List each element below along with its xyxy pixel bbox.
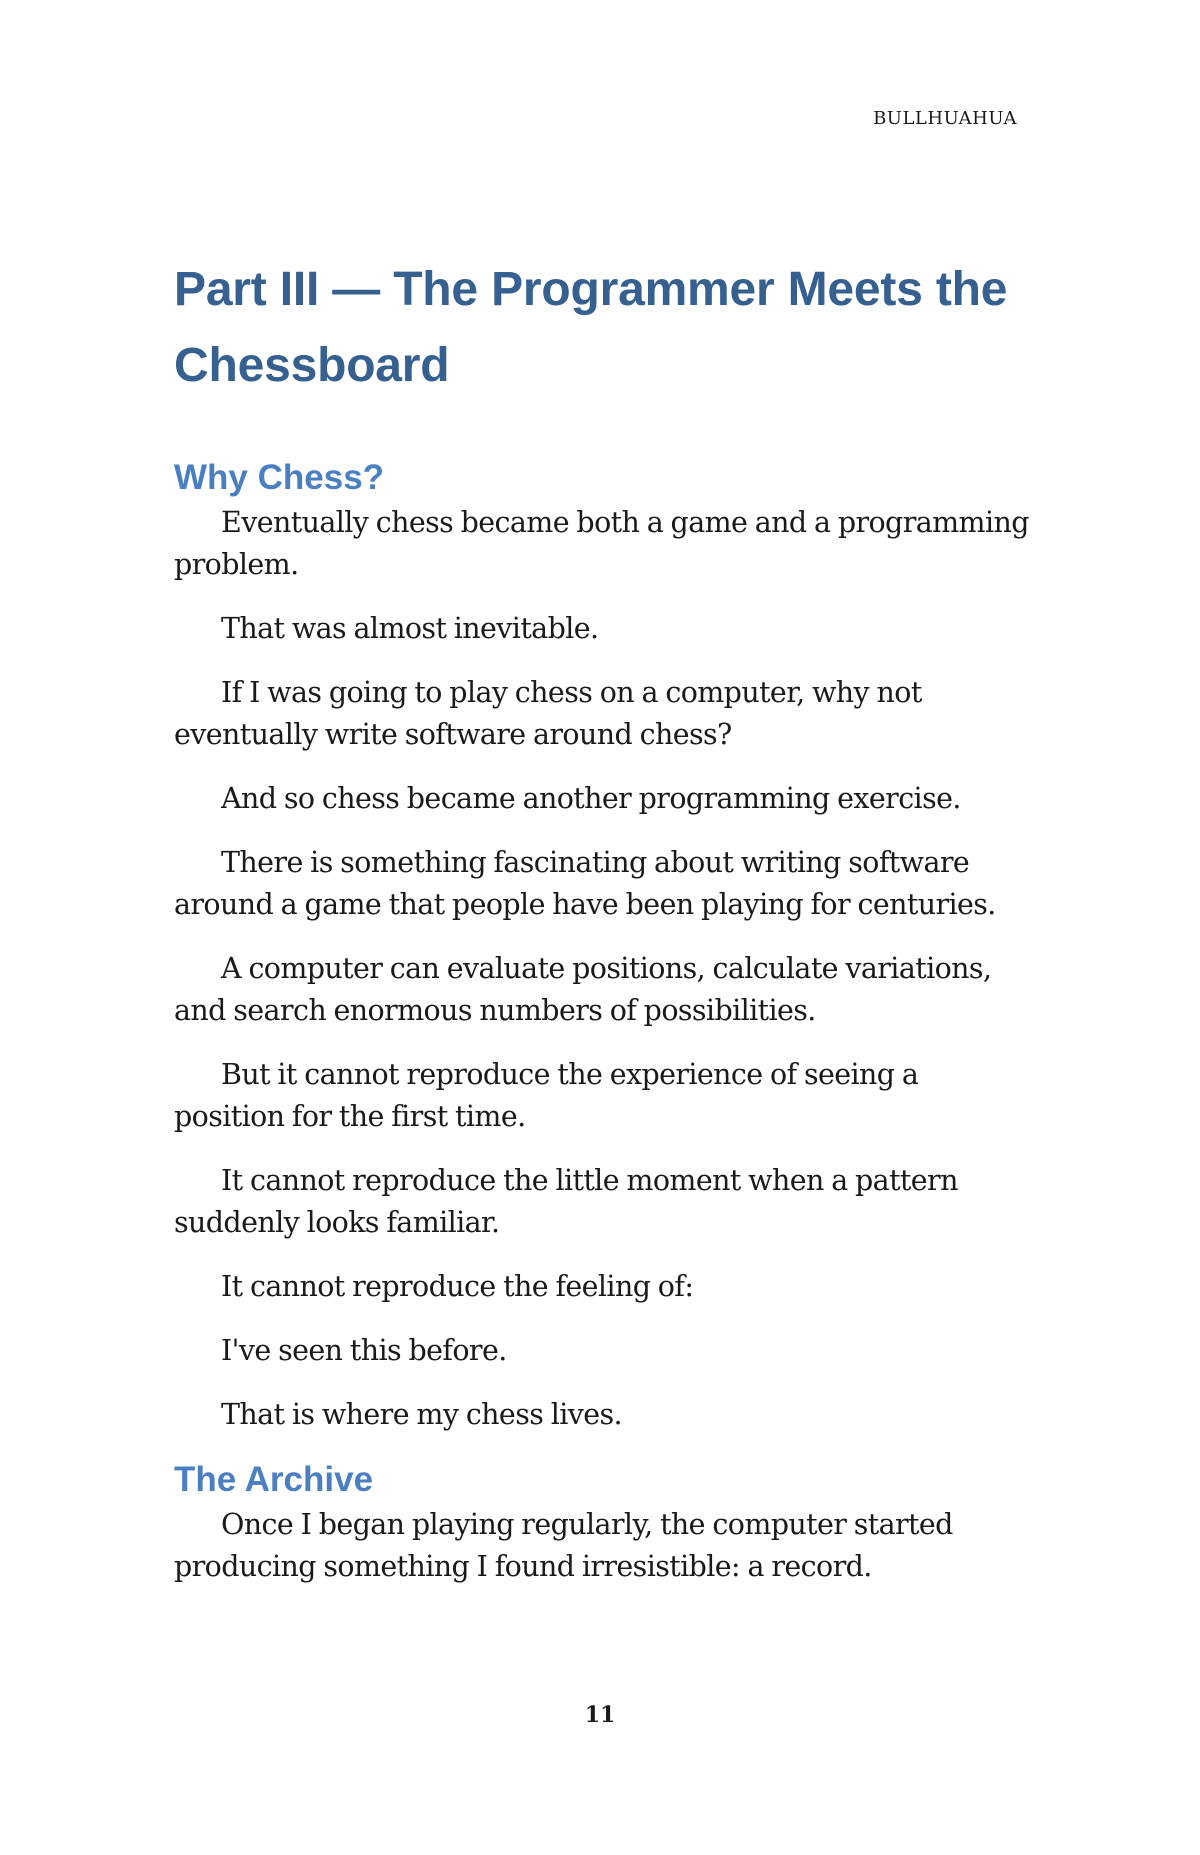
section-heading-why-chess: Why Chess? xyxy=(174,458,385,497)
paragraph: It cannot reproduce the feeling of: xyxy=(221,1270,694,1303)
paragraph: And so chess became another programming exercise. xyxy=(221,782,961,815)
paragraph: That is where my chess lives. xyxy=(221,1398,622,1431)
paragraph: I've seen this before. xyxy=(221,1334,507,1367)
paragraph: Eventually chess became both a game and a programming problem. xyxy=(174,506,1029,581)
paragraph: That was almost inevitable. xyxy=(221,612,599,645)
part-title: Part III — The Programmer Meets the Chessboard xyxy=(174,263,1008,392)
page-number: 11 xyxy=(584,1702,616,1728)
paragraph: Once I began playing regularly, the computer started producing something I found irresistible: a record. xyxy=(174,1508,953,1583)
paragraph: If I was going to play chess on a computer, why not eventually write software around chess? xyxy=(174,676,922,751)
running-header: BULLHUAHUA xyxy=(873,108,1017,129)
paragraph: It cannot reproduce the little moment when a pattern suddenly looks familiar. xyxy=(174,1164,958,1239)
page-body xyxy=(174,252,1034,1610)
paragraph: But it cannot reproduce the experience of seeing a position for the first time. xyxy=(174,1058,919,1133)
section-heading-the-archive: The Archive xyxy=(174,1460,374,1499)
paragraph: A computer can evaluate positions, calculate variations, and search enormous numbers of possibilities. xyxy=(174,952,992,1027)
paragraph: There is something fascinating about writing software around a game that people have been playing for centuries. xyxy=(174,846,996,921)
